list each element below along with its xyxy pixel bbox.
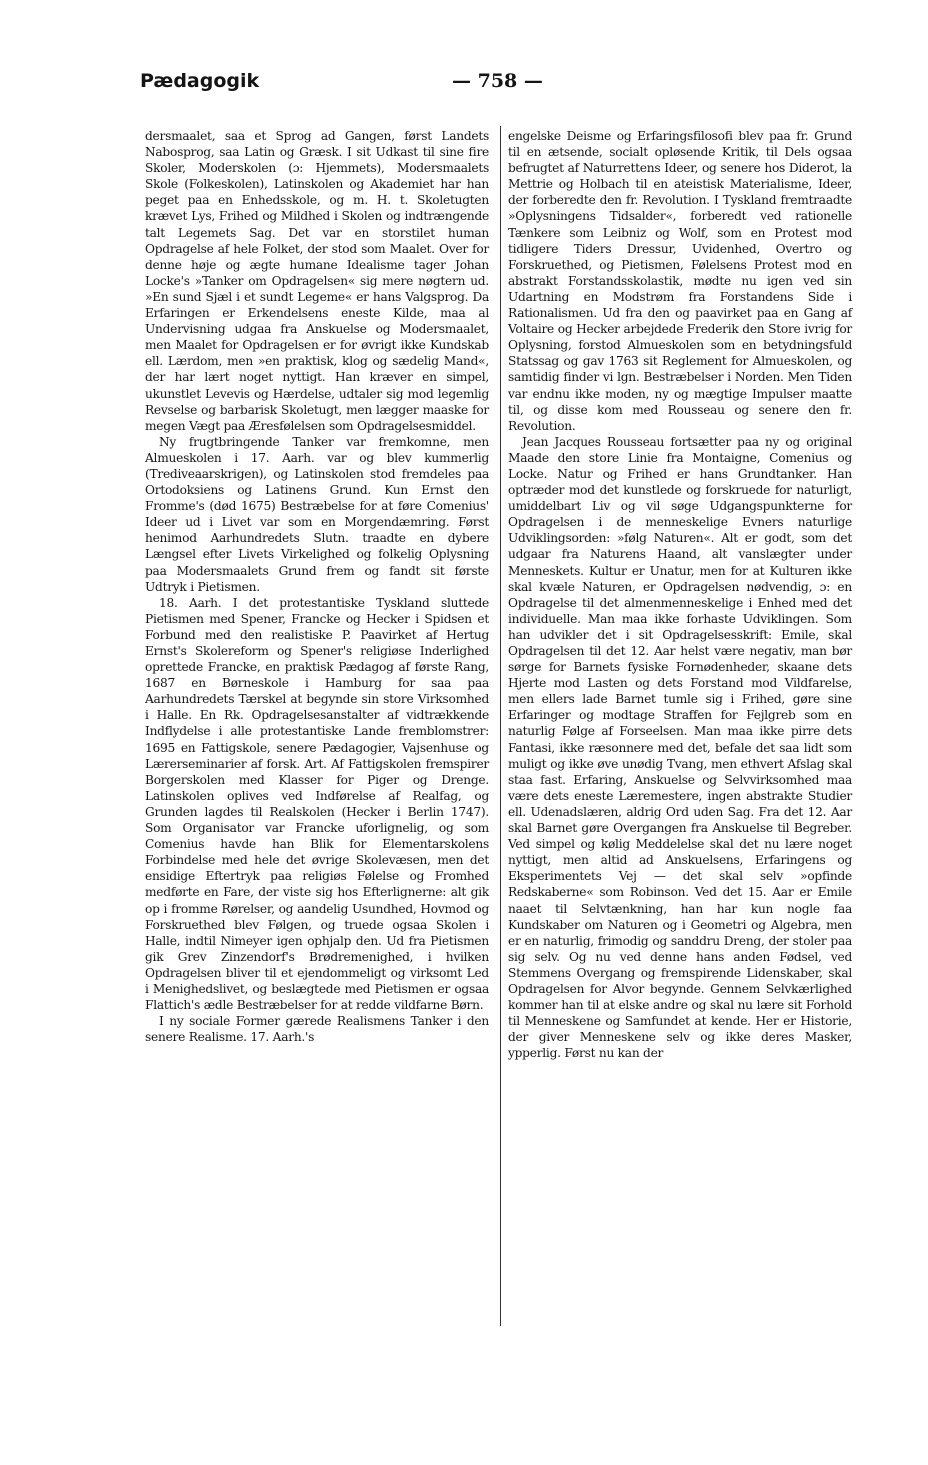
right-column	[508, 128, 852, 1061]
column-divider	[500, 126, 501, 1326]
page-number: — 758 —	[452, 70, 543, 92]
paragraph: Jean Jacques Rousseau fortsætter paa ny og original Maade den store Linie fra Montaigne, Comenius og Locke. Natur og Frihed er hans Grundtanker. Han optræder mod det kunstlede og forskruede for naturligt, umiddelbart Liv og vil søge Udgangspunkterne for Opdragelsen i de menneskelige Evners naturlige Udviklingsorden: »følg Naturen«. Alt er godt, som det udgaar fra Naturens Haand, alt vanslægter under Menneskets. Kultur er Unatur, men for at Kulturen ikke skal kvæle Naturen, er Opdragelsen nødvendig, ɔ: en Opdragelse til det almenmenneskelige i Enhed med det individuelle. Man maa ikke forhaste Udviklingen. Som han udvikler det i sit Opdragelsesskrift: Emile, skal Opdragelsen til det 12. Aar helst være negativ, man bør sørge for Barnets fysiske Fornødenheder, skaane dets Hjerte mod Lasten og dets Forstand mod Vildfarelse, men ellers lade Barnet tumle sig i Frihed, gøre sine Erfaringer og modtage Straffen for Fejlgreb som en naturlig Følge af Forseelsen. Man maa ikke pirre dets Fantasi, ikke ræsonnere med det, befale det saa lidt som muligt og ikke øve unødig Tvang, men ethvert Afslag skal staa fast. Erfaring, Anskuelse og Selvvirksomhed maa være dets eneste Læremestere, ingen abstrakte Studier ell. Udenadslæren, aldrig Ord uden Sag. Fra det 12. Aar skal Barnet gøre Overgangen fra Anskuelse til Begreber. Ved simpel og kølig Meddelelse skal det nu lære noget nyttigt, men altid ad Anskuelsens, Erfaringens og Eksperimentets Vej — det skal selv »opfinde Redskaberne« som Robinson. Ved det 15. Aar er Emile naaet til Selvtænkning, han har kun nogle faa Kundskaber om Naturen og i Geometri og Algebra, men er en naturlig, frimodig og sanddru Dreng, der stoler paa sig selv. Og nu ved denne hans anden Fødsel, ved Stemmens Overgang og fremspirende Lidenskaber, skal Opdragelsen for Alvor begynde. Gennem Selvkærlighed kommer han til at elske andre og skal nu lære sit Forhold til Menneskene og Samfundet at kende. Her er Historie, der giver Menneskene selv og ikke deres Masker, ypperlig. Først nu kan der	[508, 434, 852, 1061]
paragraph: Ny frugtbringende Tanker var fremkomne, men Almueskolen i 17. Aarh. var og blev kummerlig (Trediveaarskrigen), og Latinskolen stod fremdeles paa Ortodoksiens og Latinens Grund. Kun Ernst den Fromme's (død 1675) Bestræbelse for at føre Comenius' Ideer ud i Livet var som en Morgendæmring. Først henimod Aarhundredets Slutn. traadte en dybere Længsel efter Livets Virkelighed og folkelig Oplysning paa Modersmaalets Grund frem og fandt sit første Udtryk i Pietismen.	[145, 434, 489, 594]
paragraph: engelske Deisme og Erfaringsfilosofi blev paa fr. Grund til en ætsende, socialt opløsende Kritik, til Dels ogsaa befrugtet af Naturrettens Ideer, og senere hos Diderot, la Mettrie og Holbach til en ateistisk Materialisme, Ideer, der forberedte den fr. Revolution. I Tyskland fremtraadte »Oplysningens Tidsalder«, forberedt ved rationelle Tænkere som Leibniz og Wolf, som en Protest mod tidligere Tiders Dressur, Uvidenhed, Overtro og Forskruethed, og Pietismen, Følelsens Protest mod en abstrakt Forstandsskolastik, mødte nu igen ved sin Udartning en Modstrøm fra Forstandens Side i Rationalismen. Ud fra den og paavirket paa en Gang af Voltaire og Hecker arbejdede Frederik den Store ivrig for Oplysning, forstod Almueskolen som en betydningsfuld Statssag og gav 1763 sit Reglement for Almueskolen, og samtidig finder vi lgn. Bestræbelser i Norden. Men Tiden var endnu ikke moden, ny og mægtige Impulser maatte til, og disse kom med Rousseau og senere den fr. Revolution.	[508, 129, 852, 433]
section-title: Pædagogik	[140, 70, 260, 92]
paragraph: dersmaalet, saa et Sprog ad Gangen, først Landets Nabosprog, saa Latin og Græsk. I sit Udkast til sine fire Skoler, Moderskolen (ɔ: Hjemmets), Modersmaalets Skole (Folkeskolen), Latinskolen og Akademiet har han peget paa en Enhedsskole, og m. H. t. Skoletugten krævet Lys, Frihed og Mildhed i Skolen og indtrængende talt Legemets Sag. Det var en storstilet human Opdragelse af hele Folket, der stod som Maalet. Over for denne høje og ægte humane Idealisme tager Johan Locke's »Tanker om Opdragelsen« sig mere nøgtern ud. »En sund Sjæl i et sundt Legeme« er hans Valgsprog. Da Erfaringen er Erkendelsens eneste Kilde, maa al Undervisning udgaa fra Anskuelse og Modersmaalet, men Maalet for Opdragelsen er for øvrigt ikke Kundskab ell. Lærdom, men »en praktisk, klog og sædelig Mand«, der har lært noget nyttigt. Han kræver en simpel, ukunstlet Levevis og Hærdelse, udtaler sig mod legemlig Revselse og barbarisk Skoletugt, men lægger maaske for megen Vægt paa Æresfølelsen som Opdragelsesmiddel.	[145, 129, 489, 433]
left-column	[145, 128, 489, 1045]
paragraph: 18. Aarh. I det protestantiske Tyskland sluttede Pietismen med Spener, Francke og Hecker i Spidsen et Forbund med den realistiske P. Paavirket af Hertug Ernst's Skolereform og Spener's religiøse Inderlighed oprettede Francke, en praktisk Pædagog af første Rang, 1687 en Børneskole i Hamburg for saa paa Aarhundredets Tærskel at begynde sin store Virksomhed i Halle. En Rk. Opdragelsesanstalter af vidtrækkende Indflydelse i alle protestantiske Lande fremblomstrer: 1695 en Fattigskole, senere Pædagogier, Vajsenhuse og Lærerseminarier af forsk. Art. Af Fattigskolen fremspirer Borgerskolen med Klasser for Piger og Drenge. Latinskolen oplives ved Indførelse af Realfag, og Grunden lagdes til Realskolen (Hecker i Berlin 1747). Som Organisator var Francke uforlignelig, og som Comenius havde han Blik for Elementarskolens Forbindelse med hele det øvrige Skolevæsen, men det ensidige Eftertryk paa religiøs Følelse og Fromhed medførte en Fare, der viste sig hos Efterlignerne: alt gik op i fromme Rørelser, og aandelig Usundhed, Hovmod og Forskruethed blev Følgen, og truede ogsaa Skolen i Halle, indtil Nimeyer igen ophjalp den. Ud fra Pietismen gik Grev Zinzendorf's Brødremenighed, i hvilken Opdragelsen bliver til et ejendommeligt og virksomt Led i Menighedslivet, og beslægtede med Pietismen er ogsaa Flattich's ædle Bestræbelser for at redde vildfarne Børn.	[145, 595, 489, 1013]
paragraph: I ny sociale Former gærede Realismens Tanker i den senere Realisme. 17. Aarh.'s	[145, 1014, 489, 1045]
page-header	[0, 70, 928, 102]
